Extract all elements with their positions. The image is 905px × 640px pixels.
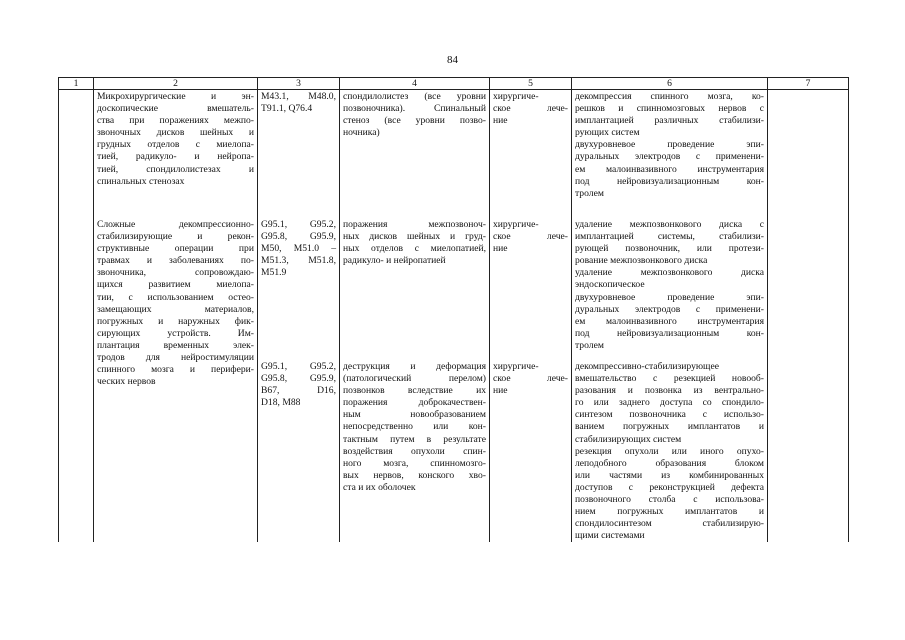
text-line: (патологический перелом) [343,373,486,385]
cell-procedure-name [94,219,258,542]
text-line: замещающих материалов, [97,303,254,315]
text-line: позвоночного столба с использова- [575,494,764,506]
column-number-6: 6 [572,78,768,90]
page-number: 84 [447,54,458,66]
column-number-2: 2 [94,78,258,90]
text-line: имплантацией системы, стабилизи- [575,231,764,243]
text-line: спинного мозга и перифери- [97,364,254,376]
text-line: тродов для нейростимуляции [97,352,254,364]
column-number-row [59,78,849,90]
text-line: ческих нервов [97,376,156,388]
cell-method [572,361,768,542]
column-number-5: 5 [490,78,572,90]
text-line: доступов с реконструкцией дефекта [575,481,764,493]
text-line: ночника) [343,127,380,139]
text-line: спондилосинтезом стабилизирую- [575,518,764,530]
text-line: рование межпозвонкового диска [575,255,708,267]
text-line: M51.3, M51.8, [261,255,336,267]
text-line: деструкция и деформация [343,361,486,372]
text-line: щими системами [575,530,645,542]
text-line: непосредственно или кон- [343,421,486,433]
text-line: спондилолистез (все уровни [343,91,486,102]
cell-treatment-type [490,90,572,220]
text-line: G95.8, G95.9, [261,373,336,385]
cell-diagnosis [340,361,490,542]
text-line: рующей позвоночник, или протези- [575,243,764,255]
text-line: структивные операции при [97,243,254,255]
text-line: поражения доброкачествен- [343,397,486,409]
text-line: G95.1, G95.2, [261,219,336,230]
text-line: синтезом позвоночника с использо- [575,409,764,421]
text-line: под нейровизуализационным кон- [575,175,764,187]
text-line: стабилизирующих систем [575,433,682,445]
text-line: ста и их оболочек [343,481,416,493]
text-line: травмах и заболеваниях по- [97,255,254,267]
text-line: разования и позвонка из вентрально- [575,385,764,397]
cell-col7 [768,219,849,361]
text-line: звоночника, сопровождаю- [97,267,254,279]
text-line: хирургиче- [493,361,539,372]
text-line: двухуровневое проведение эпи- [575,139,764,151]
text-line: D18, M88 [261,397,301,409]
text-line: дуральных электродов с применени- [575,151,764,163]
cell-procedure-name [94,90,258,220]
text-line: позвоночника). Спинальный [343,103,486,115]
text-line: хирургиче- [493,219,539,230]
text-line: радикуло- и нейропатией [343,255,446,267]
table-row [59,90,849,220]
text-line: ское лече- [493,231,568,243]
cell-method [572,219,768,361]
text-line: ным новообразованием [343,409,486,421]
cell-diagnosis [340,219,490,361]
procedures-table [58,77,849,542]
text-line: стабилизирующие и рекон- [97,231,254,243]
cell-treatment-type [490,219,572,361]
text-line: леподобного образования блоком [575,457,764,469]
cell-icd-codes [258,90,340,220]
text-line: поражения межпозвоноч- [343,219,486,230]
text-line: ства при поражениях межпо- [97,115,254,127]
text-line: тактным путем в результате [343,433,486,445]
text-line: тии, с использованием остео- [97,291,254,303]
text-line: тией, спондилолистезах и [97,163,254,175]
text-line: вмешательство с резекцией новооб- [575,373,764,385]
column-number-7: 7 [768,78,849,90]
text-line: рующих систем [575,127,640,139]
text-line: удаление межпозвонкового диска [575,267,764,279]
text-line: грудных отделов с миелопа- [97,139,254,151]
cell-col1 [59,219,94,361]
cell-col7 [768,90,849,220]
text-line: Микрохирургические и эн- [97,91,254,102]
column-number-1: 1 [59,78,94,90]
text-line: вых нервов, конского хво- [343,469,486,481]
text-line: декомпрессивно-стабилизирующее [575,361,719,372]
text-line: или частями из комбинированных [575,469,764,481]
text-line: ем малоинвазивного инструментария [575,315,764,327]
text-line: ем малоинвазивного инструментария [575,163,764,175]
text-line: сирующих устройств. Им- [97,327,254,339]
text-line: имплантацией различных стабилизи- [575,115,764,127]
text-line: G95.8, G95.9, [261,231,336,243]
cell-col1 [59,90,94,220]
text-line: B67, D16, [261,385,336,397]
cell-method [572,90,768,220]
text-line: ние [493,385,508,397]
table-row [59,219,849,361]
text-line: декомпрессия спинного мозга, ко- [575,91,764,102]
text-line: ванием погружных имплантатов и [575,421,764,433]
text-line: M51.9 [261,267,287,279]
text-line: под нейровизуализационным кон- [575,327,764,339]
text-line: двухуровневое проведение эпи- [575,291,764,303]
text-line: позвонков вследствие их [343,385,486,397]
text-line: ние [493,115,508,127]
text-line: спинальных стенозах [97,175,185,187]
text-line: щихся развитием миелопа- [97,279,254,291]
text-line: го или заднего доступа со спондило- [575,397,764,409]
text-line: доскопические вмешатель- [97,103,254,115]
text-line: плантация временных элек- [97,339,254,351]
text-line: ного мозга, спинномозго- [343,457,486,469]
text-line: M43.1, M48.0, [261,91,336,102]
text-line: нием погружных имплантатов и [575,506,764,518]
text-line: T91.1, Q76.4 [261,103,313,115]
text-line: ское лече- [493,103,568,115]
column-number-4: 4 [340,78,490,90]
cell-treatment-type [490,361,572,542]
text-line: стеноз (все уровни позво- [343,115,486,127]
text-line: решков и спинномозговых нервов с [575,103,764,115]
text-line: резекция опухоли или иного опухо- [575,445,764,457]
text-line: эндоскопическое [575,279,645,291]
text-line: M50, M51.0 – [261,243,336,255]
text-line: тролем [575,339,604,351]
text-line: хирургиче- [493,91,539,102]
cell-icd-codes [258,219,340,361]
cell-diagnosis [340,90,490,220]
text-line: Сложные декомпрессионно- [97,219,254,230]
cell-icd-codes [258,361,340,542]
text-line: ние [493,243,508,255]
text-line: дуральных электродов с применени- [575,303,764,315]
text-line: погружных и наружных фик- [97,315,254,327]
text-line: ных дисков шейных и груд- [343,231,486,243]
column-number-3: 3 [258,78,340,90]
text-line: тролем [575,187,604,199]
text-line: звоночных дисков шейных и [97,127,254,139]
text-line: ское лече- [493,373,568,385]
text-line: ных отделов с миелопатией, [343,243,486,255]
cell-col7 [768,361,849,542]
cell-col1 [59,361,94,542]
text-line: воздействия опухоли спин- [343,445,486,457]
text-line: удаление межпозвонкового диска с [575,219,764,230]
text-line: G95.1, G95.2, [261,361,336,372]
text-line: тией, радикуло- и нейропа- [97,151,254,163]
